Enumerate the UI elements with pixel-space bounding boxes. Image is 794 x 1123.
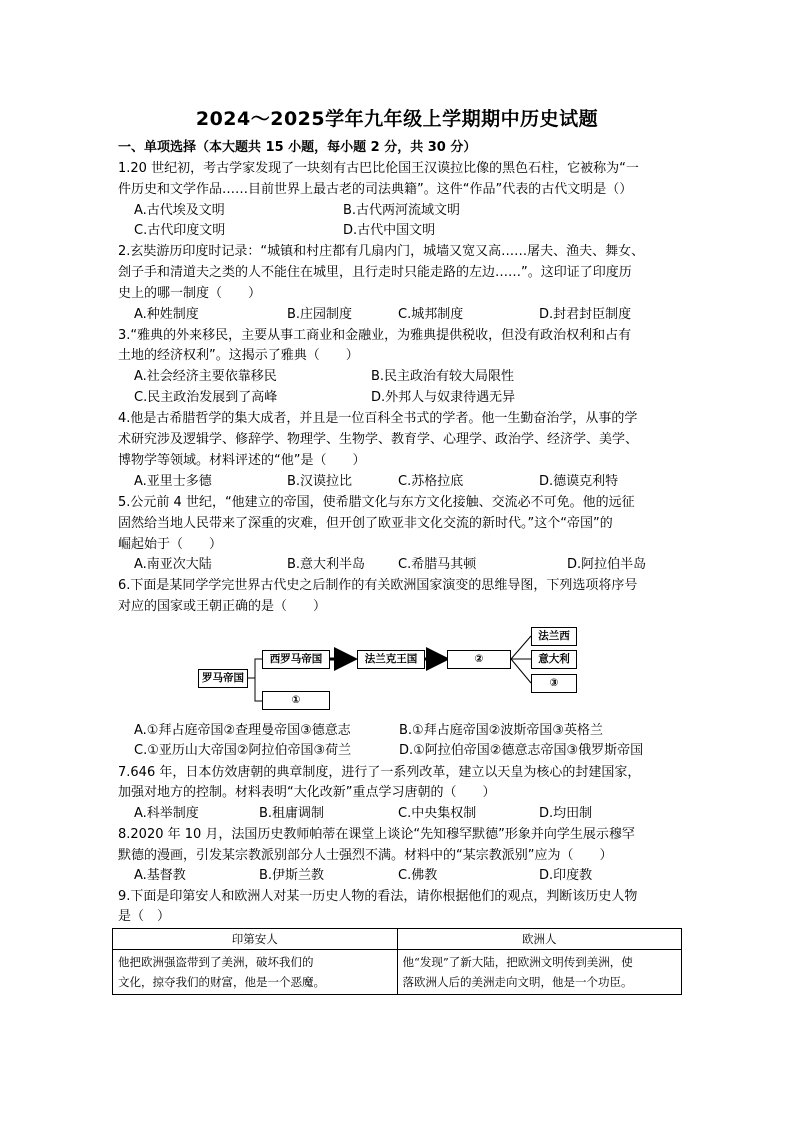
q2-line-1: 2.玄奘游历印度时记录：“城镇和村庄都有几扇内门，城墙又宽又高……屠夫、渔夫、舞女、: [118, 244, 645, 259]
q5-option-a: A.南亚次大陆: [134, 557, 212, 572]
q6-option-d: D.①阿拉伯帝国②德意志帝国③俄罗斯帝国: [399, 743, 644, 758]
q7-option-c: C.中央集权制: [398, 806, 477, 821]
q1-line-2: 件历史和文学作品……目前世界上最古老的司法典籍”。这件“作品”代表的古代文明是（）: [118, 182, 633, 197]
node-france: 法兰西: [531, 627, 577, 646]
q8-option-a: A.基督教: [134, 868, 186, 883]
connector-blank2-france: [511, 636, 531, 659]
node-roman-empire: 罗马帝国: [198, 669, 248, 688]
q6-option-b: B.①拜占庭帝国②波斯帝国③英格兰: [399, 723, 604, 738]
q6-option-a: A.①拜占庭帝国②查理曼帝国③德意志: [134, 723, 351, 738]
q6-line-1: 6.下面是某同学学完世界古代史之后制作的有关欧洲国家演变的思维导图，下列选项将序号: [118, 578, 638, 593]
q6-line-2: 对应的国家或王朝正确的是（ ）: [118, 599, 327, 614]
cell-european-view: [397, 950, 682, 995]
q8-line-1: 8.2020 年 10 月，法国历史教师帕蒂在课堂上谈论“先知穆罕默德”形象并向学生展示穆罕: [118, 827, 635, 842]
q4-line-2: 术研究涉及逻辑学、修辞学、物理学、生物学、教育学、心理学、政治学、经济学、美学、: [118, 432, 639, 447]
cell-indigenous-view: [113, 950, 398, 995]
q3-line-2: 土地的经济权利”。这揭示了雅典（ ）: [118, 348, 359, 363]
q5-option-c: C.希腊马其顿: [398, 557, 477, 572]
opinions-table: [112, 928, 682, 995]
node-blank-3: ③: [531, 674, 577, 693]
q9-line-2: 是（ ）: [118, 909, 171, 924]
q7-line-2: 加强对地方的控制。材料表明“大化改新”重点学习唐朝的（ ）: [118, 785, 496, 800]
q2-line-3: 史上的哪一制度（ ）: [118, 286, 262, 301]
node-frankish-kingdom: 法兰克王国: [357, 650, 425, 669]
q1-option-b: B.古代两河流域文明: [343, 203, 461, 218]
indigenous-view-line-1: 他把欧洲强盗带到了美洲，破坏我们的: [118, 955, 314, 969]
node-italy: 意大利: [531, 650, 577, 669]
q8-option-d: D.印度教: [539, 868, 593, 883]
q1-option-d: D.古代中国文明: [343, 223, 436, 238]
q8-line-2: 默德的漫画，引发某宗教派别部分人士强烈不满。材料中的“某宗教派别”应为（ ）: [118, 848, 613, 863]
q5-line-1: 5.公元前 4 世纪，“他建立的帝国，使希腊文化与东方文化接触、交流必不可免。他的远征: [118, 495, 635, 510]
connector-root-west: [248, 659, 262, 678]
q5-line-3: 崛起始于（ ）: [118, 537, 223, 552]
q4-option-d: D.德谟克利特: [539, 474, 619, 489]
q1-option-c: C.古代印度文明: [134, 223, 226, 238]
q8-option-c: C.佛教: [398, 868, 438, 883]
header-europeans: 欧洲人: [397, 929, 682, 950]
exam-title: 2024～2025学年九年级上学期期中历史试题: [195, 108, 599, 130]
header-indigenous: 印第安人: [113, 929, 398, 950]
q4-option-b: B.汉谟拉比: [287, 474, 353, 489]
q3-option-b: B.民主政治有较大局限性: [371, 369, 515, 384]
q2-option-a: A.种姓制度: [134, 307, 199, 322]
q5-line-2: 固然给当地人民带来了深重的灾难，但开创了欧亚非文化交流的新时代。”这个“帝国”的: [118, 516, 613, 531]
q2-line-2: 刽子手和清道夫之类的人不能住在城里，且行走时只能走路的左边……”。这印证了印度历: [118, 265, 632, 280]
q7-line-1: 7.646 年，日本仿效唐朝的典章制度，进行了一系列改革，建立以天皇为核心的封建国家，: [118, 765, 641, 780]
q4-option-a: A.亚里士多德: [134, 474, 212, 489]
q3-option-d: D.外邦人与奴隶待遇无异: [371, 390, 516, 405]
node-blank-1: ①: [262, 691, 330, 710]
connector-blank2-blank3: [511, 659, 531, 683]
q7-option-b: B.租庸调制: [259, 806, 325, 821]
q3-option-a: A.社会经济主要依靠移民: [134, 369, 277, 384]
q1-option-a: A.古代埃及文明: [134, 203, 225, 218]
q6-option-c: C.①亚历山大帝国②阿拉伯帝国③荷兰: [134, 743, 352, 758]
q7-option-d: D.均田制: [539, 806, 593, 821]
q2-option-c: C.城邦制度: [398, 307, 464, 322]
european-view-line-2: 落欧洲人后的美洲走向文明，他是一个功臣。: [402, 975, 633, 989]
q8-option-b: B.伊斯兰教: [259, 868, 325, 883]
connector-root-blank1: [255, 678, 262, 701]
q5-option-d: D.阿拉伯半岛: [567, 557, 647, 572]
q7-option-a: A.科举制度: [134, 806, 199, 821]
q1-line-1: 1.20 世纪初，考古学家发现了一块刻有古巴比伦国王汉谟拉比像的黑色石柱，它被称为“一: [118, 161, 639, 176]
q4-line-1: 4.他是古希腊哲学的集大成者，并且是一位百科全书式的学者。他一生勤奋治学，从事的学: [118, 411, 638, 426]
european-view-line-1: 他“发现”了新大陆，把欧洲文明传到美洲，使: [402, 955, 633, 969]
node-western-roman-empire: 西罗马帝国: [262, 650, 330, 669]
section-heading: 一、单项选择（本大题共 15 小题，每小题 2 分，共 30 分）: [118, 140, 477, 155]
q4-line-3: 博物学等领域。材料评述的“他”是（ ）: [118, 453, 366, 468]
q5-option-b: B.意大利半岛: [287, 557, 366, 572]
q3-option-c: C.民主政治发展到了高峰: [134, 390, 278, 405]
q2-option-d: D.封君封臣制度: [539, 307, 632, 322]
q2-option-b: B.庄园制度: [287, 307, 353, 322]
q3-line-1: 3.“雅典的外来移民，主要从事工商业和金融业，为雅典提供税收，但没有政治权利和占有: [118, 328, 632, 343]
node-blank-2: ②: [447, 650, 511, 669]
indigenous-view-line-2: 文化，掠夺我们的财富，他是一个恶魔。: [118, 975, 325, 989]
q4-option-c: C.苏格拉底: [398, 474, 464, 489]
q9-line-1: 9.下面是印第安人和欧洲人对某一历史人物的看法，请你根据他们的观点，判断该历史人物: [118, 889, 638, 904]
